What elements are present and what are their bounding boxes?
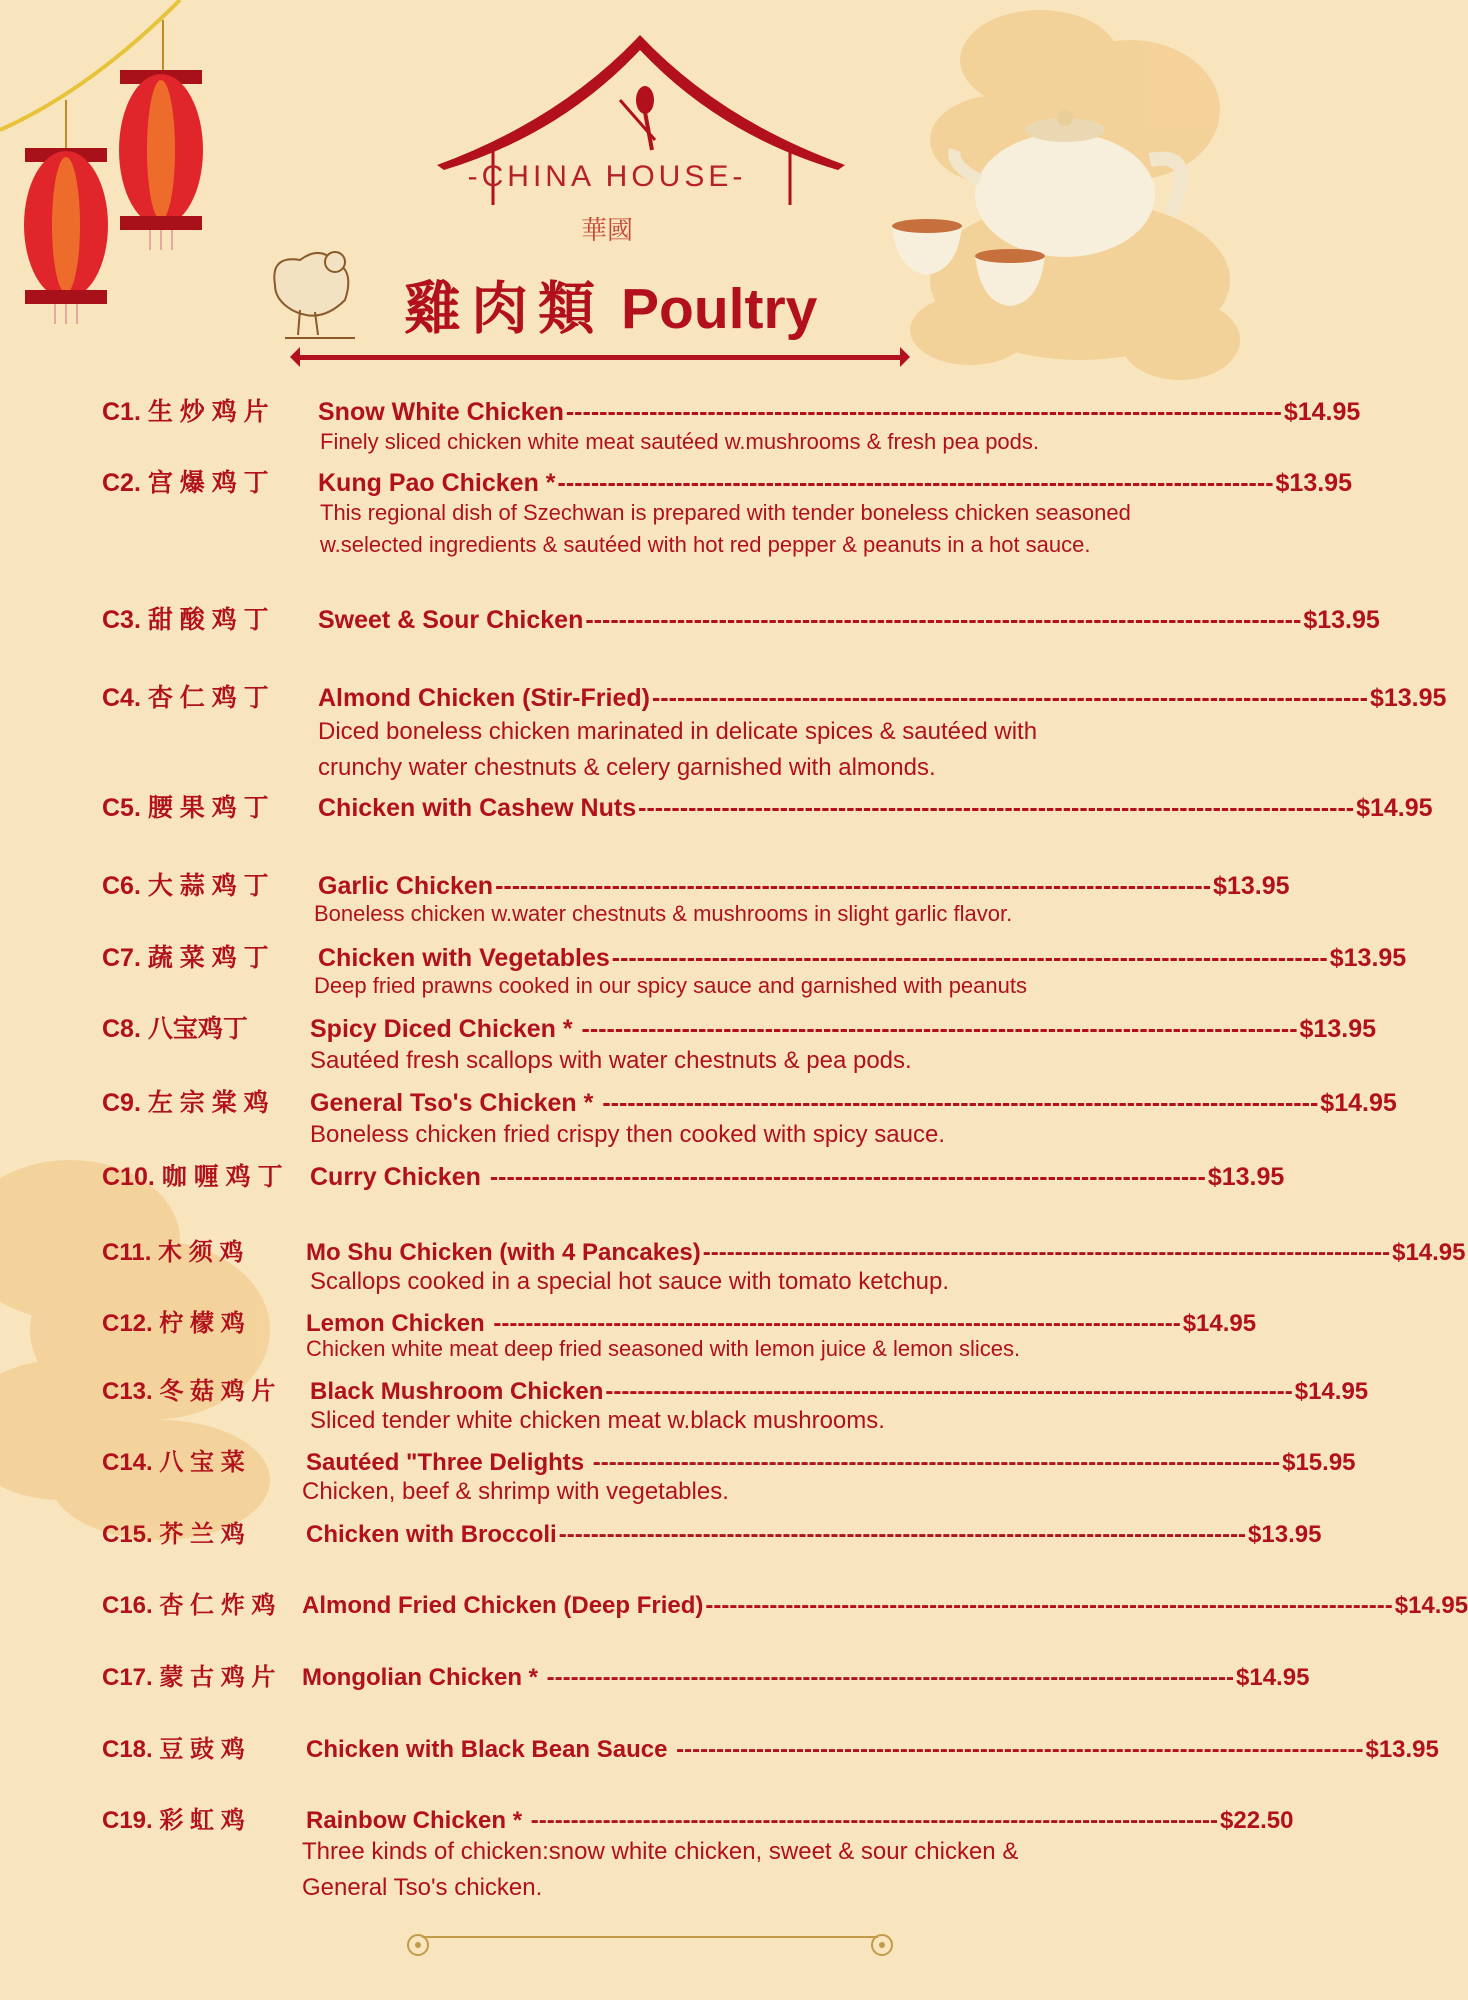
item-code: C9. 左 宗 棠 鸡 (102, 1089, 269, 1117)
item-price: $13.95 (1365, 1736, 1439, 1763)
item-name: Garlic Chicken (318, 872, 494, 900)
item-price: $13.95 (1207, 1163, 1285, 1191)
item-description: Sliced tender white chicken meat w.black mushrooms. (310, 1407, 885, 1434)
item-name: Almond Fried Chicken (Deep Fried) (302, 1592, 704, 1619)
item-code: C11. 木 须 鸡 (102, 1239, 244, 1266)
item-description: Boneless chicken fried crispy then cooked with spicy sauce. (310, 1121, 945, 1148)
item-description: Chicken, beef & shrimp with vegetables. (302, 1478, 729, 1505)
item-code: C16. 杏 仁 炸 鸡 (102, 1592, 276, 1619)
item-description: Scallops cooked in a special hot sauce with tomato ketchup. (310, 1268, 950, 1295)
restaurant-name: -CHINA HOUSE- (467, 160, 747, 193)
item-price: $13.95 (1275, 469, 1352, 497)
item-name: General Tso's Chicken * (310, 1089, 594, 1117)
item-name: Chicken with Broccoli (306, 1521, 557, 1548)
item-code: C12. 柠 檬 鸡 (102, 1310, 245, 1337)
item-price: $14.95 (1320, 1089, 1397, 1117)
item-description: Three kinds of chicken:snow white chicken, sweet & sour chicken & General Tso's chicken. (302, 1838, 1019, 1901)
item-price: $14.95 (1392, 1239, 1466, 1266)
item-price: $14.95 (1182, 1310, 1257, 1337)
item-description: Diced boneless chicken marinated in delicate spices & sautéed with crunchy water chestnuts & celery garnished with almonds. (318, 718, 1038, 781)
item-price: $15.95 (1282, 1449, 1356, 1476)
item-code: C2. 宫 爆 鸡 丁 (102, 469, 269, 497)
item-price: $13.95 (1369, 684, 1447, 712)
footer-ornament (400, 1925, 900, 1965)
item-price: $14.95 (1294, 1378, 1369, 1405)
item-name: Snow White Chicken (318, 398, 564, 426)
item-price: $14.95 (1356, 794, 1433, 822)
item-price: $13.95 (1303, 606, 1380, 634)
item-price: $14.95 (1236, 1664, 1310, 1691)
item-description: Boneless chicken w.water chestnuts & mushrooms in slight garlic flavor. (314, 901, 1013, 926)
item-code: C7. 蔬 菜 鸡 丁 (102, 944, 269, 972)
item-price: $13.95 (1248, 1521, 1322, 1548)
item-name: Chicken with Black Bean Sauce (306, 1736, 668, 1763)
item-code: C10. 咖 喱 鸡 丁 (102, 1163, 283, 1191)
item-code: C1. 生 炒 鸡 片 (102, 398, 269, 426)
item-code: C5. 腰 果 鸡 丁 (102, 794, 269, 822)
restaurant-chinese-name: 華國 (580, 216, 633, 246)
section-title-chinese: 雞肉類 (404, 277, 605, 341)
item-code: C8. 八宝鸡丁 (102, 1015, 248, 1043)
item-description: Finely sliced chicken white meat sautéed w.mushrooms & fresh pea pods. (320, 429, 1040, 454)
item-name: Spicy Diced Chicken * (310, 1015, 573, 1043)
section-title-english: Poultry (621, 277, 818, 341)
item-code: C4. 杏 仁 鸡 丁 (102, 684, 269, 712)
item-code: C18. 豆 豉 鸡 (102, 1736, 245, 1763)
item-name: Kung Pao Chicken * (318, 469, 556, 497)
item-code: C3. 甜 酸 鸡 丁 (102, 606, 269, 634)
item-code: C15. 芥 兰 鸡 (102, 1521, 245, 1548)
item-name: Curry Chicken (310, 1163, 481, 1191)
item-code: C6. 大 蒜 鸡 丁 (102, 872, 269, 900)
item-price: $14.95 (1283, 398, 1361, 426)
item-name: Black Mushroom Chicken (310, 1378, 604, 1405)
item-description: Deep fried prawns cooked in our spicy sauce and garnished with peanuts (314, 973, 1027, 998)
item-name: Chicken with Vegetables (318, 944, 610, 972)
title-underline (290, 347, 910, 367)
item-code: C13. 冬 菇 鸡 片 (102, 1378, 276, 1405)
item-name: Mo Shu Chicken (with 4 Pancakes) (306, 1239, 701, 1266)
item-price: $22.50 (1220, 1807, 1294, 1834)
item-name: Lemon Chicken (306, 1310, 485, 1337)
item-price: $13.95 (1213, 872, 1290, 900)
hen-icon (274, 252, 355, 338)
item-price: $13.95 (1329, 944, 1407, 972)
item-name: Mongolian Chicken * (302, 1664, 539, 1691)
item-name: Chicken with Cashew Nuts (318, 794, 637, 822)
item-price: $14.95 (1394, 1592, 1468, 1619)
item-description: Sautéed fresh scallops with water chestnuts & pea pods. (310, 1047, 912, 1074)
item-name: Sautéed "Three Delights (306, 1449, 585, 1476)
item-name: Rainbow Chicken * (306, 1807, 523, 1834)
item-name: Sweet & Sour Chicken (318, 606, 584, 634)
item-description: Chicken white meat deep fried seasoned with lemon juice & lemon slices. (306, 1336, 1021, 1361)
section-title (404, 263, 817, 345)
cloud-decoration (0, 1150, 300, 1570)
item-code: C14. 八 宝 菜 (102, 1449, 245, 1476)
item-name: Almond Chicken (Stir-Fried) (318, 684, 650, 712)
item-description: This regional dish of Szechwan is prepared with tender boneless chicken seasoned w.selected ingredients & sautéed with hot red pepper & peanuts in a hot sauce. (320, 500, 1131, 557)
item-code: C17. 蒙 古 鸡 片 (102, 1664, 276, 1691)
item-price: $13.95 (1299, 1015, 1376, 1043)
item-code: C19. 彩 虹 鸡 (102, 1807, 245, 1834)
